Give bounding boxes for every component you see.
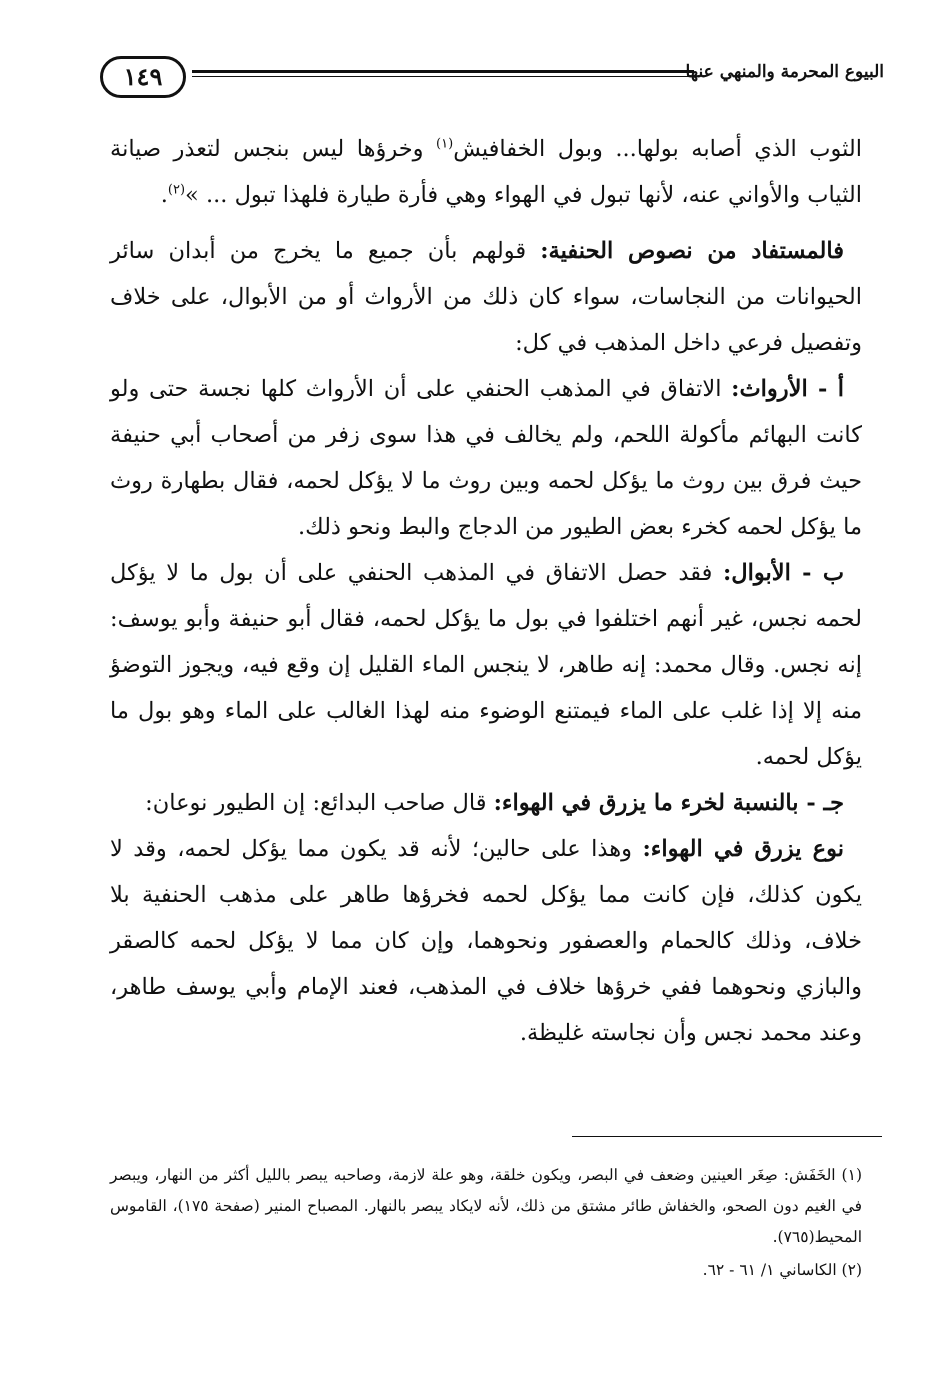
footnote-ref-1: (١)	[436, 136, 454, 152]
paragraph-text: قال صاحب البدائع: إن الطيور نوعان:	[145, 790, 494, 816]
paragraph-3	[110, 366, 862, 550]
footnote-2: (٢) الكاساني ١/ ٦١ - ٦٢.	[702, 1261, 862, 1279]
paragraph-text: فقد حصل الاتفاق في المذهب الحنفي على أن بول ما لا يؤكل لحمه نجس، غير أنهم اختلفوا في بول ما يؤكل لحمه، فقال أبو حنيفة وأبو يوسف: إنه نجس. وقال محمد: إنه طاهر، لا ينجس الماء القليل إن وقع فيه، ويجوز التوضؤ منه إلا إذا غلب على الماء فيمتنع الوضوء منه لهذا الغالب على الماء وهو بول ما يؤكل لحمه.	[110, 560, 862, 770]
paragraph-text: قولهم بأن جميع ما يخرج من أبدان سائر الحيوانات من النجاسات، سواء كان ذلك من الأرواث أو من الأبوال، على خلاف وتفصيل فرعي داخل المذهب في كل:	[110, 238, 862, 356]
paragraph-5	[110, 780, 862, 826]
paragraph-text: وخرؤها ليس بنجس لتعذر صيانة الثياب والأواني عنه، لأنها تبول في الهواء وهي فأرة طيارة فلهذا تبول ... »	[110, 136, 862, 208]
footnote-separator	[572, 1136, 882, 1137]
running-header	[100, 56, 884, 106]
paragraph-heading: أ - الأرواث:	[731, 376, 844, 402]
main-text	[110, 126, 862, 1056]
page-number: ١٤٩	[100, 56, 186, 98]
paragraph-heading: نوع يزرق في الهواء:	[642, 836, 844, 862]
paragraph-heading: فالمستفاد من نصوص الحنفية:	[540, 238, 844, 264]
paragraph-4	[110, 550, 862, 780]
footnotes	[110, 1160, 862, 1286]
paragraph-6	[110, 826, 862, 1056]
footnote-ref-2: (٢)	[167, 182, 186, 198]
paragraph-1	[110, 126, 862, 218]
paragraph-text: الاتفاق في المذهب الحنفي على أن الأرواث كلها نجسة حتى ولو كانت البهائم مأكولة اللحم، ولم يخالف في هذا سوى زفر من أصحاب أبي حنيفة حيث فرق بين روث ما يؤكل لحمه وبين روث ما لا يؤكل لحمه، فقال بطهارة روث ما يؤكل لحمه كخرء بعض الطيور من الدجاج والبط ونحو ذلك.	[110, 376, 862, 540]
paragraph-text: الثوب الذي أصابه بولها... وبول الخفافيش	[453, 136, 862, 162]
paragraph-text: .	[160, 182, 168, 208]
footnote-1: (١) الخَفَش: صِغَر العينين وضعف في البصر، ويكون خلقة، وهو علة لازمة، وصاحبه يبصر بالليل أكثر من النهار، ويبصر في الغيم دون الصحو، والخفاش طائر مشتق من ذلك، لأنه لايكاد يبصر بالنهار. المصباح المنير (صفحة ١٧٥)، القاموس المحيط(٧٦٥).	[110, 1166, 862, 1246]
header-rule	[192, 70, 694, 82]
paragraph-heading: ب - الأبوال:	[722, 560, 845, 586]
paragraph-2	[110, 228, 862, 366]
paragraph-text: وهذا على حالين؛ لأنه قد يكون مما يؤكل لحمه، وقد لا يكون كذلك، فإن كانت مما يؤكل لحمه فخرؤها طاهر على مذهب الحنفية بلا خلاف، وذلك كالحمام والعصفور ونحوهما، وإن كان مما لا يؤكل لحمه كالصقر والبازي ونحوهما ففي خرؤها خلاف في المذهب، فعند الإمام وأبي يوسف طاهر، وعند محمد نجس وأن نجاسته غليظة.	[110, 836, 862, 1046]
paragraph-heading: جـ - بالنسبة لخرء ما يزرق في الهواء:	[493, 790, 844, 816]
running-title: البيوع المحرمة والمنهي عنها	[685, 62, 884, 82]
